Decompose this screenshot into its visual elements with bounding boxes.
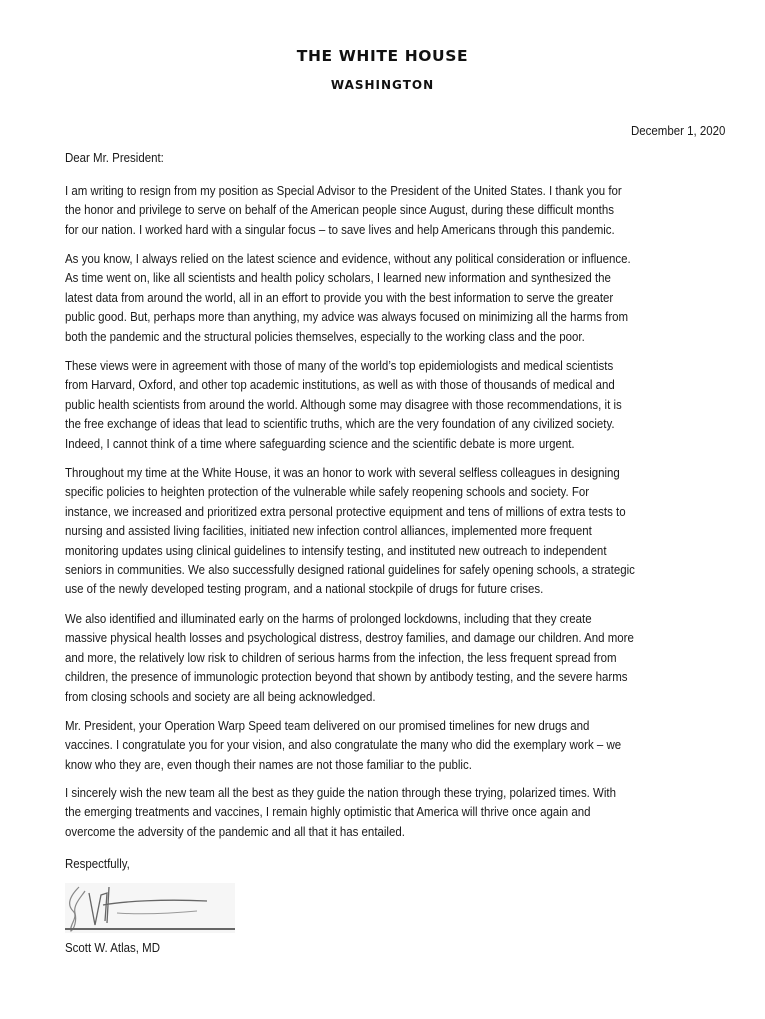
text-line: I am writing to resign from my position as Special Advisor to the President of the United States. I thank you for (65, 183, 622, 198)
text-line: both the pandemic and the structural policies themselves, especially to the working class and the poor. (65, 328, 585, 344)
text-line: public good. But, perhaps more than anything, my advice was always focused on minimizing all the harms from (65, 309, 629, 325)
text-line: massive physical health losses and psychological distress, destroy families, and damage our children. And more (65, 630, 634, 646)
closing: Respectfully, (65, 856, 130, 871)
signer-name: Scott W. Atlas, MD (65, 940, 161, 955)
text-line: vaccines. I congratulate you for your vision, and also congratulate the many who did the exemplary work – we (65, 737, 622, 753)
text-line: As time went on, like all scientists and health policy scholars, I learned new information and synthesized the (65, 270, 611, 286)
text-line: These views were in agreement with those of many of the world’s top epidemiologists and medical scientists (65, 358, 614, 373)
text-line: Indeed, I cannot think of a time where safeguarding science and the scientific debate is more urgent. (65, 435, 575, 451)
text-line: instance, we increased and prioritized extra personal protective equipment and tens of millions of extra tests to (65, 503, 626, 519)
paragraph-4 (65, 463, 720, 599)
text-line: latest data from around the world, all in an effort to provide you with the best information to serve the greater (65, 289, 614, 305)
text-line: the emerging treatments and vaccines, I remain highly optimistic that America will thrive once again and (65, 804, 591, 820)
text-line: use of the newly developed testing program, and a national stockpile of drugs for future crises. (65, 581, 544, 597)
text-line: seniors in communities. We also successfully designed rational guidelines for safely opening schools, a strategic (65, 561, 635, 577)
signature-line (65, 928, 235, 930)
text-line: children, the presence of immunologic protection beyond that shown by antibody testing, and the severe harms (65, 669, 628, 685)
handwritten-signature-icon (65, 883, 235, 933)
text-line: Throughout my time at the White House, it was an honor to work with several selfless colleagues in designing (65, 465, 620, 480)
text-line: nursing and assisted living facilities, initiated new infection control alliances, implemented more frequent (65, 523, 592, 539)
paragraph-5 (65, 609, 719, 706)
text-line: public health scientists from around the world. Although some may disagree with those recommendations, it is (65, 396, 622, 412)
letterhead-subtitle: WASHINGTON (330, 78, 435, 92)
text-line: Mr. President, your Operation Warp Speed team delivered on our promised timelines for new drugs and (65, 718, 590, 733)
text-line: I sincerely wish the new team all the best as they guide the nation through these trying, polarized times. With (65, 785, 617, 800)
text-line: As you know, I always relied on the latest science and evidence, without any political consideration or influence. (65, 251, 631, 266)
text-line: from Harvard, Oxford, and other top academic institutions, as well as with those of thousands of medical and (65, 377, 615, 393)
text-line: from closing schools and society are all being acknowledged. (65, 688, 376, 704)
paragraph-7 (65, 783, 698, 841)
text-line: We also identified and illuminated early on the harms of prolonged lockdowns, including that they create (65, 611, 592, 626)
paragraph-2 (65, 249, 715, 346)
text-line: specific policies to heighten protection of the vulnerable while safely reopening schools and society. For (65, 484, 590, 500)
text-line: overcome the adversity of the pandemic and all that it has entailed. (65, 823, 405, 839)
text-line: know who they are, even though their names are not those familiar to the public. (65, 756, 472, 772)
text-line: the honor and privilege to serve on behalf of the American people since August, during these difficult months (65, 202, 614, 218)
salutation: Dear Mr. President: (65, 150, 164, 165)
text-line: and more, the relatively low risk to children of serious harms from the infection, the less frequent spread from (65, 649, 617, 665)
paragraph-3 (65, 356, 705, 453)
paragraph-6 (65, 716, 704, 774)
paragraph-1 (65, 181, 705, 239)
text-line: the free exchange of ideas that lead to scientific truths, which are the very foundation of any civilized society. (65, 416, 615, 432)
letter-date: December 1, 2020 (630, 123, 725, 138)
text-line: for our nation. I worked hard with a singular focus – to save lives and help Americans through this pandemic. (65, 221, 615, 237)
letterhead-title: THE WHITE HOUSE (296, 47, 469, 65)
text-line: monitoring updates using clinical guidelines to intensify testing, and instituted new outreach to independent (65, 542, 607, 558)
